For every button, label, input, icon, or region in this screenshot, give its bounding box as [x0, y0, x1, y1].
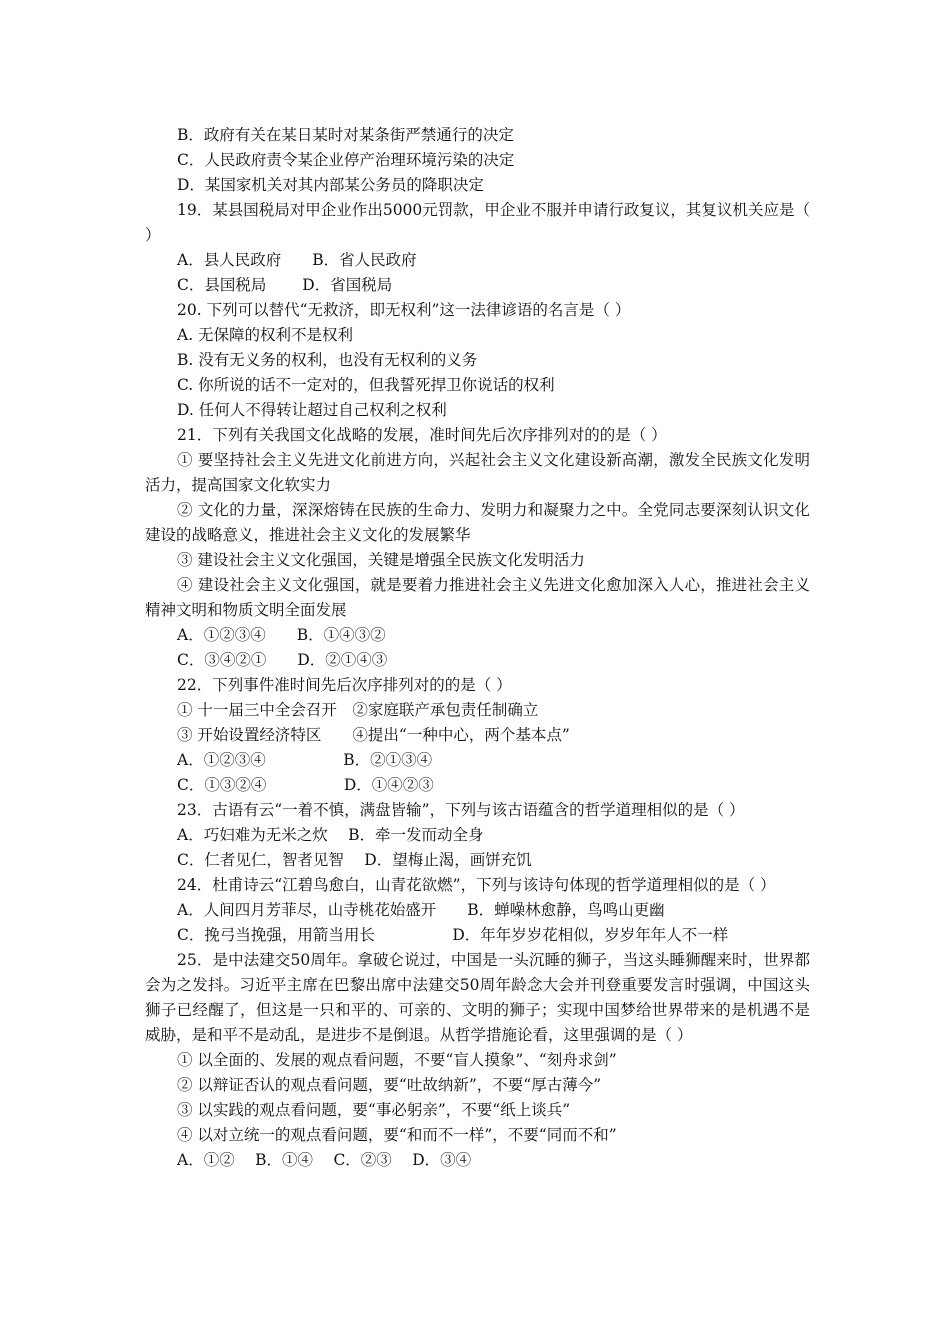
question-22-options-ab: A．①②③④ B．②①③④: [177, 751, 433, 769]
question-20-option-b: B. 没有无义务的权利，也没有无权利的义务: [177, 351, 478, 369]
question-22-options-cd: C．①③②④ D．①④②③: [177, 776, 434, 794]
question-20-option-c: C. 你所说的话不一定对的，但我誓死捍卫你说话的权利: [177, 376, 555, 394]
question-22-items-12: ① 十一届三中全会召开 ②家庭联产承包责任制确立: [177, 701, 539, 719]
question-21-item-3: ③ 建设社会主义文化强国，关键是增强全民族文化发明活力: [177, 551, 585, 569]
option-b-line: B．政府有关在某日某时对某条街严禁通行的决定: [177, 126, 514, 144]
question-25-item-1: ① 以全面的、发展的观点看问题，不要“盲人摸象”、“刻舟求剑”: [177, 1051, 617, 1069]
question-22: 22．下列事件准时间先后次序排列对的的是（ ）: [177, 676, 512, 694]
question-20-option-a: A. 无保障的权利不是权利: [177, 326, 354, 344]
question-19-options-cd: C．县国税局 D．省国税局: [177, 276, 393, 294]
question-21-options-ab: A．①②③④ B．①④③②: [177, 626, 386, 644]
question-24-options-cd: C．挽弓当挽强，用箭当用长 D．年年岁岁花相似，岁岁年年人不一样: [177, 926, 729, 944]
question-23: 23．古语有云“一着不慎，满盘皆输”，下列与该古语蕴含的哲学道理相似的是（ ）: [177, 801, 745, 819]
question-21-options-cd: C．③④②① D．②①④③: [177, 651, 388, 669]
question-19-options-ab: A．县人民政府 B．省人民政府: [177, 251, 417, 269]
question-23-options-ab: A．巧妇难为无米之炊 B．牵一发而动全身: [177, 826, 484, 844]
option-d-line: D．某国家机关对其内部某公务员的降职决定: [177, 176, 484, 194]
question-25-item-2: ② 以辩证否认的观点看问题，要“吐故纳新”，不要“厚古薄今”: [177, 1076, 602, 1094]
question-20-option-d: D. 任何人不得转让超过自己权利之权利: [177, 401, 447, 419]
document-page: [145, 123, 810, 1173]
question-21-item-4: ④ 建设社会主义文化强国，就是要着力推进社会主义先进文化愈加深入人心，推进社会主义精神文明和物质文明全面发展: [145, 576, 810, 619]
question-19: 19．某县国税局对甲企业作出5000元罚款，甲企业不服并申请行政复议，其复议机关应是（ ）: [145, 201, 810, 244]
question-25-options: A．①② B．①④ C．②③ D．③④: [177, 1151, 472, 1169]
question-20: 20. 下列可以替代“无救济，即无权利”这一法律谚语的名言是（ ）: [177, 301, 631, 319]
question-25-item-3: ③ 以实践的观点看问题，要“事必躬亲”，不要“纸上谈兵”: [177, 1101, 571, 1119]
option-c-line: C．人民政府责令某企业停产治理环境污染的决定: [177, 151, 515, 169]
question-21-item-1: ① 要坚持社会主义先进文化前进方向，兴起社会主义文化建设新高潮，激发全民族文化发明活力，提高国家文化软实力: [145, 451, 810, 494]
question-25-item-4: ④ 以对立统一的观点看问题，要“和而不一样”，不要“同而不和”: [177, 1126, 617, 1144]
question-24-options-ab: A．人间四月芳菲尽，山寺桃花始盛开 B．蝉噪林愈静，鸟鸣山更幽: [177, 901, 665, 919]
question-21: 21．下列有关我国文化战略的发展，准时间先后次序排列对的的是（ ）: [177, 426, 667, 444]
question-21-item-2: ② 文化的力量，深深熔铸在民族的生命力、发明力和凝聚力之中。全党同志要深刻认识文化建设的战略意义，推进社会主义文化的发展繁华: [145, 501, 810, 544]
question-22-items-34: ③ 开始设置经济特区 ④提出“一种中心，两个基本点”: [177, 726, 570, 744]
question-24: 24．杜甫诗云“江碧鸟愈白，山青花欲燃”，下列与该诗句体现的哲学道理相似的是（ ）: [177, 876, 776, 894]
question-25: 25．是中法建交50周年。拿破仑说过，中国是一头沉睡的狮子，当这头睡狮醒来时，世界都会为之发抖。习近平主席在巴黎出席中法建交50周年龄念大会并刊登重要发言时强调，中国这头狮子已经醒了，但这是一只和平的、可亲的、文明的狮子；实现中国梦给世界带来的是机遇不是威胁，是和平不是动乱，是进步不是倒退。从哲学措施论看，这里强调的是（ ）: [145, 951, 810, 1044]
question-23-options-cd: C．仁者见仁，智者见智 D．望梅止渴，画饼充饥: [177, 851, 532, 869]
